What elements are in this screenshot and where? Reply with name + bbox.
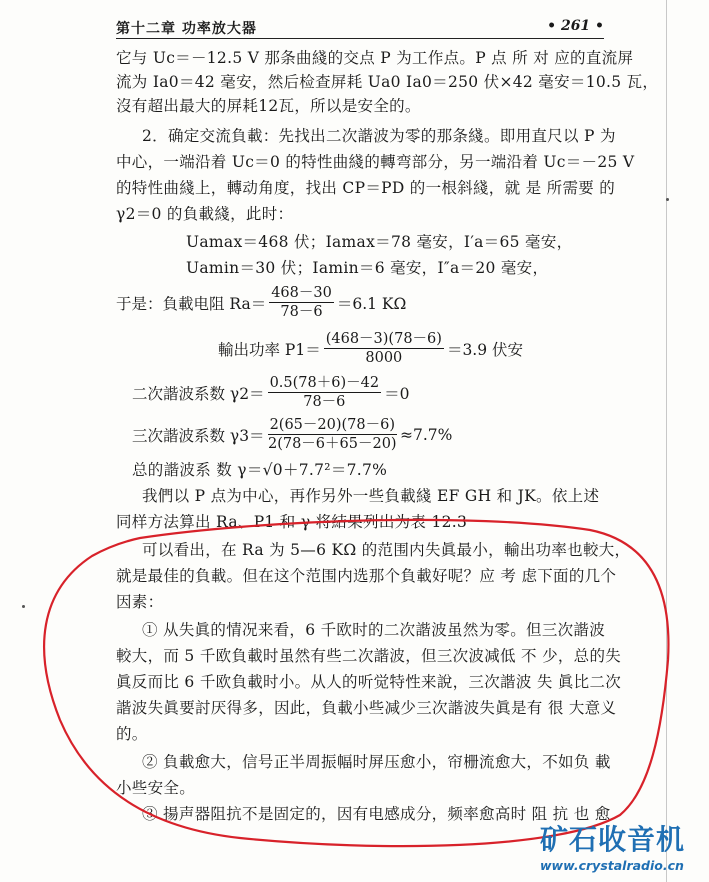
formula-label: 于是：負載电阻 Ra＝	[116, 294, 267, 313]
formula-result: ＝0	[384, 384, 410, 403]
text-line: γ2＝0 的負載綫，此时：	[116, 205, 294, 223]
text-line: 就是最佳的負載。但在这个范围内选那个負載好呢？应 考 虑下面的几个	[116, 567, 617, 585]
text-line: 的。	[116, 725, 148, 743]
fraction-denominator: 2(78－6＋65－20)	[267, 436, 397, 452]
fraction-denominator: 78－6	[280, 304, 323, 320]
formula-second-harmonic	[132, 374, 409, 411]
fraction	[268, 374, 382, 411]
text-line: ② 負載愈大，信号正半周振幅时屏压愈小，帘栅流愈大，不如负 載	[142, 753, 611, 771]
fraction-numerator: 2(65－20)(78－6)	[269, 417, 395, 433]
fraction	[269, 284, 334, 321]
scan-speck	[22, 605, 25, 608]
text-line: 的特性曲綫上，轉动角度，找出 CP＝PD 的一根斜綫，就 是 所需要 的	[116, 179, 616, 197]
text-line: Uamin＝30 伏；Iamin＝6 毫安，I″a＝20 毫安，	[186, 259, 549, 277]
text-line: ③ 揚声器阻抗不是固定的，因有电感成分，频率愈高时 阻 抗 也 愈	[142, 805, 611, 823]
text-line: 因素：	[116, 593, 164, 611]
text-line: 它与 Uc＝－12.5 V 那条曲綫的交点 P 为工作点。P 点 所 对 应的直流屏	[116, 49, 634, 67]
formula-third-harmonic	[132, 416, 452, 453]
fraction	[324, 330, 444, 367]
formula-load-resistance	[116, 284, 406, 321]
formula-result: ＝6.1 KΩ	[336, 294, 407, 313]
fraction-denominator: 78－6	[303, 394, 346, 410]
page-edge-line	[666, 0, 667, 882]
fraction-numerator: 468－30	[271, 285, 332, 301]
page-number: • 261 •	[547, 18, 604, 34]
text-line: 較大，而 5 千欧負載时虽然有些二次諧波，但三次波减低 不 少，总的失	[116, 647, 622, 665]
formula-result: ≈7.7%	[400, 425, 453, 444]
formula-label: 二次諧波系数 γ2＝	[132, 384, 265, 403]
scan-speck	[666, 198, 669, 201]
text-line: 中心，一端沿着 Uc＝0 的特性曲綫的轉弯部分，另一端沿着 Uc＝－25 V	[116, 153, 635, 171]
formula-output-power	[218, 330, 523, 367]
formula-label: 輸出功率 P1＝	[218, 340, 321, 359]
text-line: Uamax＝468 伏；Iamax＝78 毫安，I′a＝65 毫安，	[186, 233, 573, 251]
fraction-denominator: 8000	[365, 350, 403, 366]
text-line: 沒有超出最大的屏耗12瓦，所以是安全的。	[116, 97, 421, 115]
fraction-numerator: (468－3)(78－6)	[325, 331, 442, 347]
fraction	[268, 416, 397, 453]
text-line: ① 从失眞的情况来看，6 千欧时的二次諧波虽然为零。但三次諧波	[142, 621, 606, 639]
text-line: 眞反而比 6 千欧負載时小。从人的听觉特性来說，三次諧波 失 眞比二次	[116, 673, 622, 691]
watermark-logo-text: 矿石收音机	[540, 823, 686, 856]
text-line: 2．确定交流負載：先找出二次諧波为零的那条綫。即用直尺以 P 为	[142, 127, 616, 145]
text-line: 流为 Ia0＝42 毫安，然后检查屏耗 Ua0 Ia0＝250 伏×42 毫安＝10.5 瓦，	[116, 73, 659, 91]
text-line: 小些安全。	[116, 779, 196, 797]
text-line: 我們以 P 点为中心，再作另外一些負載綫 EF GH 和 JK。依上述	[142, 487, 600, 505]
formula-label: 三次諧波系数 γ3＝	[132, 426, 265, 445]
page-header	[116, 16, 604, 39]
text-line: 可以看出，在 Ra 为 5—6 KΩ 的范围内失眞最小，輸出功率也較大，	[142, 541, 631, 559]
watermark-url: www.crystalradio.cn	[540, 858, 684, 873]
formula-result: ＝3.9 伏安	[446, 340, 524, 359]
fraction-numerator: 0.5(78＋6)－42	[269, 375, 380, 391]
text-line: 諧波失眞要討厌得多，因此，負載小些减少三次諧波失眞是有 很 大意义	[116, 699, 617, 717]
text-line: 同样方法算出 Ra、P1 和 γ 将結果列出为表 12.3	[116, 513, 468, 531]
chapter-title: 第十二章 功率放大器	[116, 21, 257, 37]
formula-total-harmonic: 总的諧波系 数 γ＝√0＋7.7²＝7.7%	[132, 461, 388, 479]
